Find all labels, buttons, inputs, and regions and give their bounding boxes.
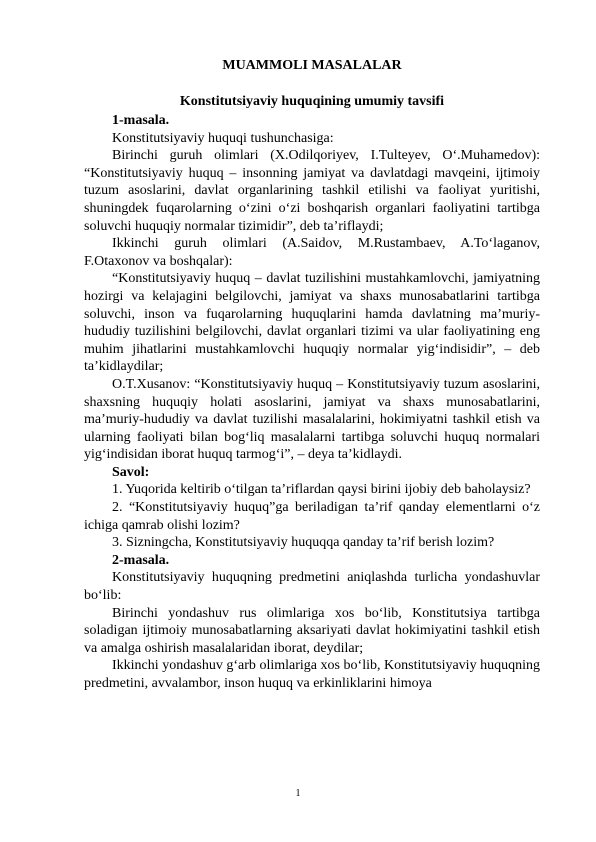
- section-heading: Savol:: [112, 464, 150, 480]
- paragraph: Konstitutsiyaviy huquqi tushunchasiga:: [112, 130, 334, 146]
- paragraph: Konstitutsiyaviy huquqning predmetini aniqlashda turlicha yondashuvlar bo‘lib:: [84, 570, 540, 604]
- paragraph: Birinchi yondashuv rus olimlariga xos bo‘lib, Konstitutsiya tartibga soladigan ijtimoiy munosabatlarning aksariyati davlat hokimiyatini tashkil etish va amalga oshirish masalalaridan iborat, deydilar;: [84, 605, 540, 656]
- page-number: 1: [295, 788, 301, 799]
- document-page: [84, 56, 540, 693]
- body-text: [84, 112, 540, 693]
- section-subtitle: Konstitutsiyaviy huquqining umumiy tavsifi: [179, 94, 445, 109]
- paragraph: Ikkinchi yondashuv g‘arb olimlariga xos bo‘lib, Konstitutsiyaviy huquqning predmetini, avvalambor, inson huquq va erkinliklarini himoya: [84, 658, 540, 691]
- paragraph: 1. Yuqorida keltirib o‘tilgan ta’riflardan qaysi birini ijobiy deb baholaysiz?: [112, 482, 531, 498]
- paragraph: Ikkinchi guruh olimlari (A.Saidov, M.Rustambaev, A.To‘laganov, F.Otaxonov va boshqalar):: [84, 236, 540, 269]
- paragraph: 3. Sizningcha, Konstitutsiyaviy huquqqa qanday ta’rif berish lozim?: [112, 535, 495, 551]
- section-heading: 1-masala.: [112, 113, 170, 128]
- paragraph: O.T.Xusanov: “Konstitutsiyaviy huquq – Konstitutsiyaviy tuzum asoslarini, shaxsning huquqiy holati asoslarini, jamiyat va shaxs munosabatlarini, ma’muriy-hududiy va davlat tuzilishi masalalarini, hokimiyatni tashkil etish va ularning faoliyati bilan bog‘liq masalalarni tartibga soluvchi huquq normalari yig‘indisidan iborat huquq tarmog‘i”, – deya ta’kidlaydi.: [84, 376, 540, 463]
- paragraph: Birinchi guruh olimlari (X.Odilqoriyev, I.Tulteyev, O‘.Muhamedov): “Konstitutsiyaviy huquq – insonning jamiyat va davlatdagi mavqeini, ijtimoiy tuzum asoslarini, davlat organlarining tashkil etilishi va faoliyat yuritishi, shuningdek fuqarolarning o‘zini o‘zi boshqarish organlari faoliyatini tartibga soluvchi huquqiy normalar tizimidir”, deb ta’riflaydi;: [84, 148, 540, 234]
- paragraph: 2. “Konstitutsiyaviy huquq”ga beriladigan ta’rif qanday elementlarni o‘z ichiga qamrab olishi lozim?: [84, 500, 540, 533]
- page-title: MUAMMOLI MASALALAR: [222, 58, 402, 73]
- section-heading: 2-masala.: [112, 552, 170, 568]
- paragraph: “Konstitutsiyaviy huquq – davlat tuzilishini mustahkamlovchi, jamiyatning hozirgi va kelajagini belgilovchi, jamiyat va shaxs munosabatlarini tartibga soluvchi, inson va fuqarolarning huquqlarini hamda davlatning ma’muriy-hududiy tuzilishini belgilovchi, davlat organlari tizimi va ular faoliyatining eng muhim jihatlarini mustahkamlovchi huquqiy normalar yig‘indisidir”, – deb ta’kidlaydilar;: [84, 271, 540, 375]
